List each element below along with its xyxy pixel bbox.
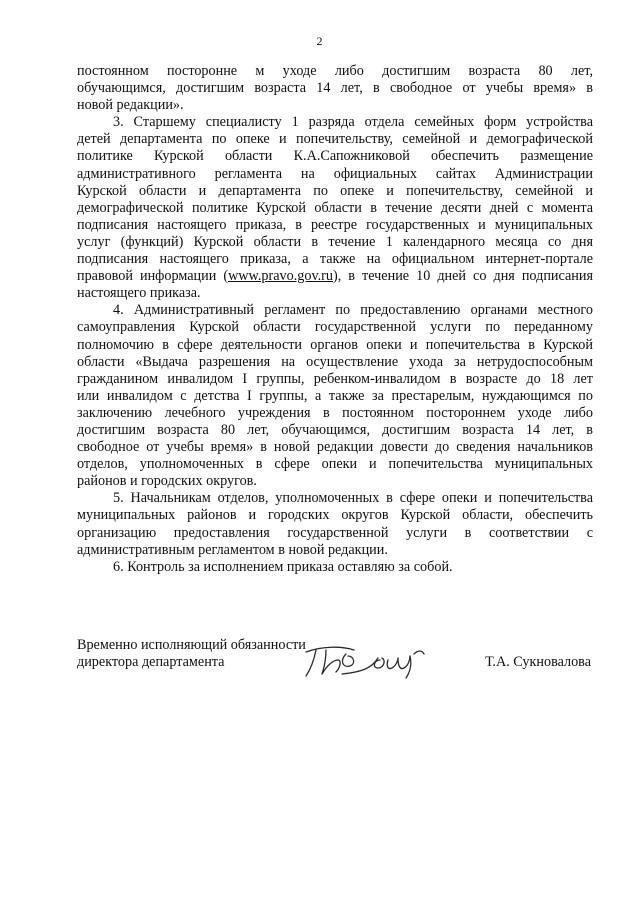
text-line: подписания настоящего приказа, а также на официальном интернет-портале	[77, 251, 593, 268]
signature-block	[77, 637, 593, 677]
link-suffix: ), в течение 10 дней со дня подписания	[333, 268, 593, 285]
page-number: 2	[316, 34, 323, 48]
text-line: свободное от учебы время» в новой редакции довести до сведения начальников	[77, 439, 593, 456]
intro-paragraph	[77, 63, 593, 114]
text-line: 6. Контроль за исполнением приказа оставляю за собой.	[113, 558, 453, 575]
text-line: обучающимся, достигшим возраста 14 лет, в свободное от учебы время» в	[77, 80, 593, 97]
signatory-title-line: директора департамента	[77, 654, 225, 671]
text-line: подписания настоящего приказа, в реестре государственных и муниципальных	[77, 216, 593, 233]
link-prefix: правовой информации (	[77, 268, 229, 285]
text-line: детей департамента по опеке и попечительству, семейной и демографической	[77, 131, 593, 148]
signatory-title-line: Временно исполняющий обязанности	[77, 637, 306, 653]
text-line: области «Выдача разрешения на осуществление ухода за нетрудоспособным	[77, 353, 593, 370]
text-line: Курской области и департамента по опеке и попечительству, семейной и	[77, 182, 593, 199]
text-line: заключению лечебного учреждения в постоянном постороннем уходе либо	[77, 404, 593, 421]
paragraph-4	[77, 302, 593, 490]
document-body	[77, 63, 593, 576]
text-line: самоуправления Курской области государственной услуги по переданному	[77, 319, 593, 336]
text-line: районов и городских округов.	[77, 473, 257, 490]
text-line: полномочию в сфере деятельности органов опеки и попечительства в Курской	[77, 336, 593, 353]
text-line: организацию предоставления государственной услуги в соответствии с	[77, 524, 593, 541]
text-line: или инвалидом с детства I группы, а также за престарелым, нуждающимся по	[77, 387, 593, 404]
signatory-name: Т.А. Сукновалова	[485, 654, 591, 671]
text-line-with-link	[77, 268, 593, 285]
text-line: 4. Административный регламент по предоставлению органами местного	[113, 302, 593, 319]
text-line: новой редакции».	[77, 97, 184, 114]
pravo-gov-link[interactable]: www.pravo.gov.ru	[228, 268, 333, 285]
text-line: 3. Старшему специалисту 1 разряда отдела семейных форм устройства	[113, 114, 593, 131]
handwritten-signature	[302, 638, 427, 680]
text-line: муниципальных районов и городских округов Курской области, обеспечить	[77, 507, 593, 524]
text-line: 5. Начальникам отделов, уполномоченных в сфере опеки и попечительства	[113, 490, 593, 507]
text-line: административным регламентом в новой редакции.	[77, 541, 388, 558]
paragraph-3	[77, 114, 593, 302]
text-line: постоянном посторонне м уходе либо достигшим возраста 80 лет,	[77, 63, 593, 79]
text-line: отделов, уполномоченных в сфере опеки и попечительства муниципальных	[77, 456, 593, 473]
text-line: административного регламента на официальных сайтах Администрации	[77, 165, 593, 182]
paragraph-6	[77, 559, 593, 576]
text-line: гражданином инвалидом I группы, ребенком-инвалидом в возрасте до 18 лет	[77, 370, 593, 387]
text-line: демографической политике Курской области в течение десяти дней с момента	[77, 199, 593, 216]
paragraph-5	[77, 490, 593, 558]
text-line: услуг (функций) Курской области в течение 1 календарного месяца со дня	[77, 233, 593, 250]
text-line: настоящего приказа.	[77, 285, 201, 302]
text-line: достигшим возраста 80 лет, обучающимся, достигшим возраста 14 лет, в	[77, 421, 593, 438]
text-line: политике Курской области К.А.Сапожниковой обеспечить размещение	[77, 148, 593, 165]
